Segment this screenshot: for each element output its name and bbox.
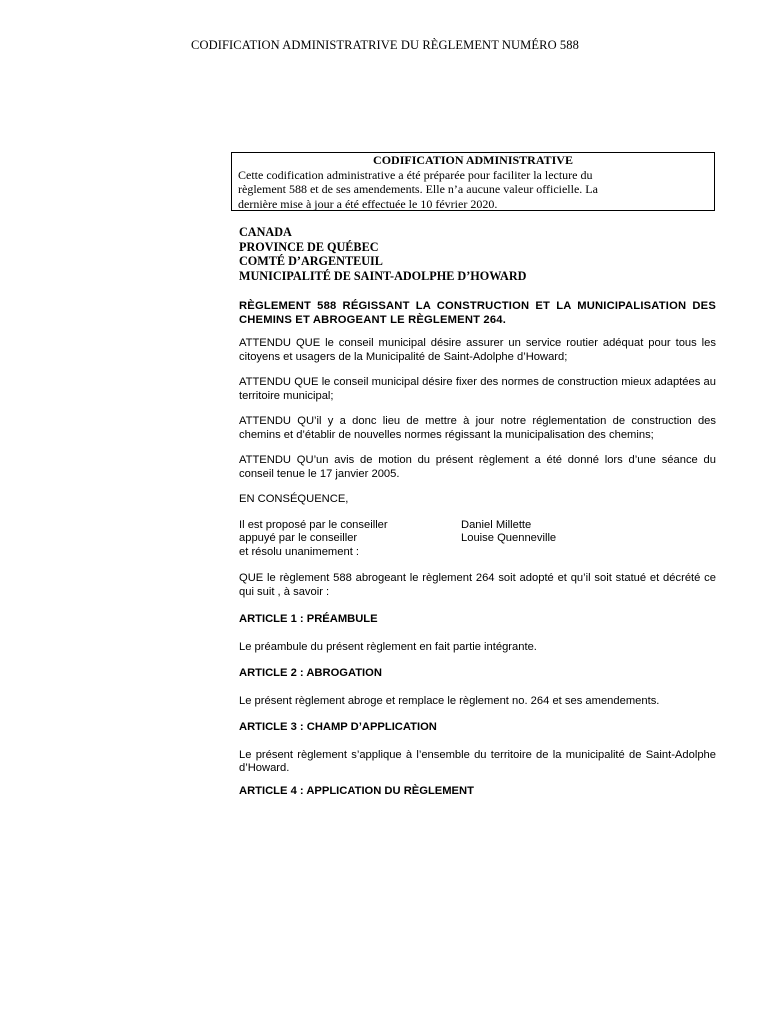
whereas-clause: ATTENDU QUE le conseil municipal désire assurer un service routier adéquat pour tous les citoyens et usagers de la Municipalité de Saint-Adolphe d’Howard;: [239, 337, 716, 363]
seconder-name: Louise Quenneville: [461, 532, 557, 545]
codification-notice-box: [231, 152, 715, 211]
whereas-clause: ATTENDU QU’il y a donc lieu de mettre à jour notre réglementation de construction des chemins et d’établir de nouvelles normes régissant la municipalisation des chemins;: [239, 415, 716, 441]
article-text: Le présent règlement s’applique à l’ensemble du territoire de la municipalité de Saint-Adolphe d’Howard.: [239, 748, 716, 775]
notice-line: dernière mise à jour a été effectuée le 10 février 2020.: [238, 196, 498, 211]
whereas-clause: ATTENDU QU’un avis de motion du présent règlement a été donné lors d’une séance du conseil tenue le 17 janvier 2005.: [239, 454, 716, 480]
document-body: [239, 225, 716, 812]
notice-line: règlement 588 et de ses amendements. Elle n’a aucune valeur officielle. La: [238, 182, 598, 196]
article-heading: ARTICLE 4 : APPLICATION DU RÈGLEMENT: [239, 784, 474, 797]
jurisdiction-country: CANADA: [239, 225, 292, 239]
article-text: Le préambule du présent règlement en fait partie intégrante.: [239, 640, 537, 653]
jurisdiction-province: PROVINCE DE QUÉBEC: [239, 239, 379, 254]
mover-name: Daniel Millette: [461, 518, 532, 531]
jurisdiction-block: [239, 225, 716, 283]
whereas-clause: ATTENDU QUE le conseil municipal désire fixer des normes de construction mieux adaptées au territoire municipal;: [239, 376, 716, 402]
article-text: Le présent règlement abroge et remplace le règlement no. 264 et ses amendements.: [239, 694, 660, 707]
notice-line: Cette codification administrative a été préparée pour faciliter la lecture du: [238, 167, 593, 182]
movers-names: [461, 519, 556, 560]
mover-label: Il est proposé par le conseiller: [239, 518, 388, 531]
movers-labels: [239, 519, 461, 560]
jurisdiction-municipality: MUNICIPALITÉ DE SAINT-ADOLPHE D’HOWARD: [239, 268, 527, 283]
page-header: CODIFICATION ADMINISTRATRIVE DU RÈGLEMENT NUMÉRO 588: [191, 38, 579, 52]
resolution-text: QUE le règlement 588 abrogeant le règlement 264 soit adopté et qu’il soit statué et décrété ce qui suit , à savoir :: [239, 572, 716, 598]
regulation-title: RÈGLEMENT 588 RÉGISSANT LA CONSTRUCTION ET LA MUNICIPALISATION DES CHEMINS ET ABROGEANT LE RÈGLEMENT 264.: [239, 300, 716, 327]
seconder-label: appuyé par le conseiller: [239, 532, 358, 545]
resolution-label: et résolu unanimement :: [239, 545, 360, 558]
article-heading: ARTICLE 2 : ABROGATION: [239, 667, 382, 680]
movers-block: [239, 519, 716, 560]
consequence-line: EN CONSÉQUENCE,: [239, 493, 349, 506]
article-heading: ARTICLE 1 : PRÉAMBULE: [239, 613, 378, 626]
jurisdiction-county: COMTÉ D’ARGENTEUIL: [239, 254, 383, 269]
notice-title: CODIFICATION ADMINISTRATIVE: [373, 153, 573, 167]
article-heading: ARTICLE 3 : CHAMP D’APPLICATION: [239, 721, 437, 734]
